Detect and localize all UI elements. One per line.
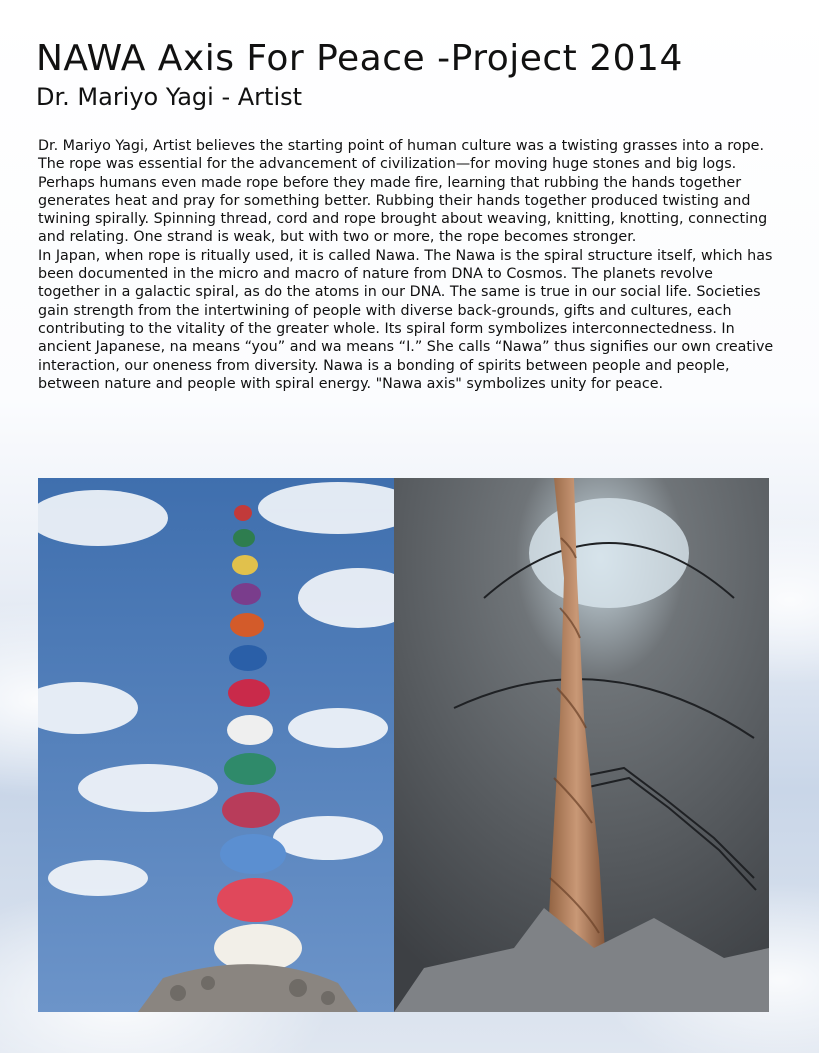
page-subtitle: Dr. Mariyo Yagi - Artist: [36, 83, 303, 111]
paragraph-intro: Dr. Mariyo Yagi, Artist believes the starting point of human culture was a twisting grasses into a rope. The rope was essential for the advancement of civilization—for moving huge stones and big logs. Perhaps humans even made rope before they made fire, learning that rubbing the hands together generates heat and pray for something better. Rubbing their hands together produced twisting and twining spirally. Spinning thread, cord and rope brought about weaving, knitting, knotting, connecting and relating. One strand is weak, but with two or more, the rope becomes stronger.: [38, 138, 768, 246]
colorful-rope-illustration: [38, 478, 394, 1012]
article-body: [38, 137, 778, 393]
photo-straw-rope-sculpture: [394, 478, 769, 1012]
paragraph-nawa: In Japan, when rope is ritually used, it is called Nawa. The Nawa is the spiral structure itself, which has been documented in the micro and macro of nature from DNA to Cosmos. The planets revolve together in a galactic spiral, as do the atoms in our DNA. The same is true in our social life. Societies gain strength from the intertwining of people with diverse back-grounds, gifts and cultures, each contributing to the vitality of the greater whole. Its spiral form symbolizes interconnectedness. In ancient Japanese, na means “you” and wa means “I.” She calls “Nawa” thus signifies our own creative interaction, our oneness from diversity. Nawa is a bonding of spirits between people and people, between nature and people with spiral energy. "Nawa axis" symbolizes unity for peace.: [38, 247, 774, 392]
page-title: NAWA Axis For Peace -Project 2014: [36, 38, 683, 79]
photo-colorful-rope-sculpture: [38, 478, 394, 1012]
photo-pair: [38, 478, 769, 1012]
straw-rope-illustration: [394, 478, 769, 1012]
